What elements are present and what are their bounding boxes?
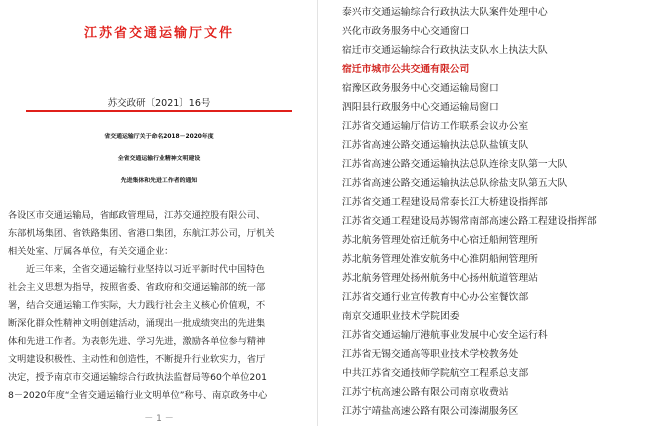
list-item: 苏北航务管理处淮安航务中心淮阴船闸管理所 (342, 254, 538, 265)
list-item: 江苏省交通工程建设局苏锡常南部高速公路工程建设指挥部 (342, 216, 597, 227)
body-text-line: 体和先进工作者。为表彰先进、学习先进，激励各单位参与精神 (8, 336, 266, 347)
document-number: 苏交政研〔2021〕16号 (107, 98, 211, 109)
list-item: 苏北航务管理处宿迁航务中心宿迁船闸管理所 (342, 235, 538, 246)
list-item: 江苏省高速公路交通运输执法总队徐盐支队第五大队 (342, 178, 568, 189)
list-item: 江苏宁杭高速公路有限公司南京收费站 (342, 387, 509, 398)
notice-title-line: 省交通运输厅关于命名2018－2020年度 (104, 134, 214, 140)
document-header-title: 江苏省交通运输厅文件 (83, 26, 234, 41)
body-text-line: 近三年来，全省交通运输行业坚持以习近平新时代中国特色 (26, 264, 265, 275)
body-text-line: 署，结合交通运输工作实际，大力践行社会主义核心价值观，不 (8, 300, 266, 311)
list-item: 中共江苏省交通技师学院航空工程系总支部 (342, 368, 529, 379)
list-item-highlighted: 宿迁市城市公共交通有限公司 (342, 64, 470, 75)
list-item: 泗阳县行政服务中心交通运输局窗口 (342, 102, 499, 113)
list-item: 江苏省高速公路交通运输执法总队盐镇支队 (342, 140, 529, 151)
list-item: 宿迁市交通运输综合行政执法支队水上执法大队 (342, 45, 548, 56)
body-text-line: 各设区市交通运输局，省邮政管理局，江苏交通控股有限公司、 (8, 210, 266, 221)
list-item: 苏北航务管理处扬州航务中心扬州航道管理站 (342, 273, 538, 284)
list-item: 宿豫区政务服务中心交通运输局窗口 (342, 83, 499, 94)
list-item: 江苏省高速公路交通运输执法总队连徐支队第一大队 (342, 159, 568, 170)
list-item: 泰兴市交通运输综合行政执法大队案件处理中心 (342, 7, 548, 18)
body-text-line: 社会主义思想为指导，按照省委、省政府和交通运输部的统一部 (8, 282, 266, 293)
body-text-line: 相关处室、厅属各单位，有关交通企业： (8, 246, 174, 257)
list-item: 江苏省交通行业宣传教育中心办公室餐饮部 (342, 292, 529, 303)
body-text-line: 断深化群众性精神文明创建活动，涌现出一批成绩突出的先进集 (8, 318, 266, 329)
list-item: 江苏省交通工程建设局常泰长江大桥建设指挥部 (342, 197, 548, 208)
list-item: 江苏宁靖盐高速公路有限公司溱湖服务区 (342, 406, 519, 417)
list-item: 南京交通职业技术学院团委 (342, 311, 460, 322)
body-text-line: 决定，授予南京市交通运输综合行政执法监督局等60个单位201 (8, 372, 267, 383)
list-item: 江苏省交通运输厅信访工作联系会议办公室 (342, 121, 529, 132)
notice-title-line: 全省交通运输行业精神文明建设 (117, 156, 201, 162)
document-page-1 (0, 0, 318, 426)
body-text-line: 东部机场集团、省铁路集团、省港口集团，东航江苏公司，厅机关 (8, 228, 275, 239)
document-page-list (322, 0, 647, 426)
body-text-line: 8－2020年度“全省交通运输行业文明单位”称号、南京政务中心 (8, 390, 268, 401)
list-item: 江苏省交通运输厅港航事业发展中心安全运行科 (342, 330, 548, 341)
notice-title-line: 先进集体和先进工作者的通知 (120, 178, 198, 184)
page-number: － 1 － (144, 414, 174, 424)
list-item: 江苏省无锡交通高等职业技术学校教务处 (342, 349, 519, 360)
list-item: 兴化市政务服务中心交通窗口 (342, 26, 470, 37)
red-divider-line (26, 110, 292, 112)
body-text-line: 文明建设积极性、主动性和创造性，不断提升行业软实力，省厅 (8, 354, 266, 365)
